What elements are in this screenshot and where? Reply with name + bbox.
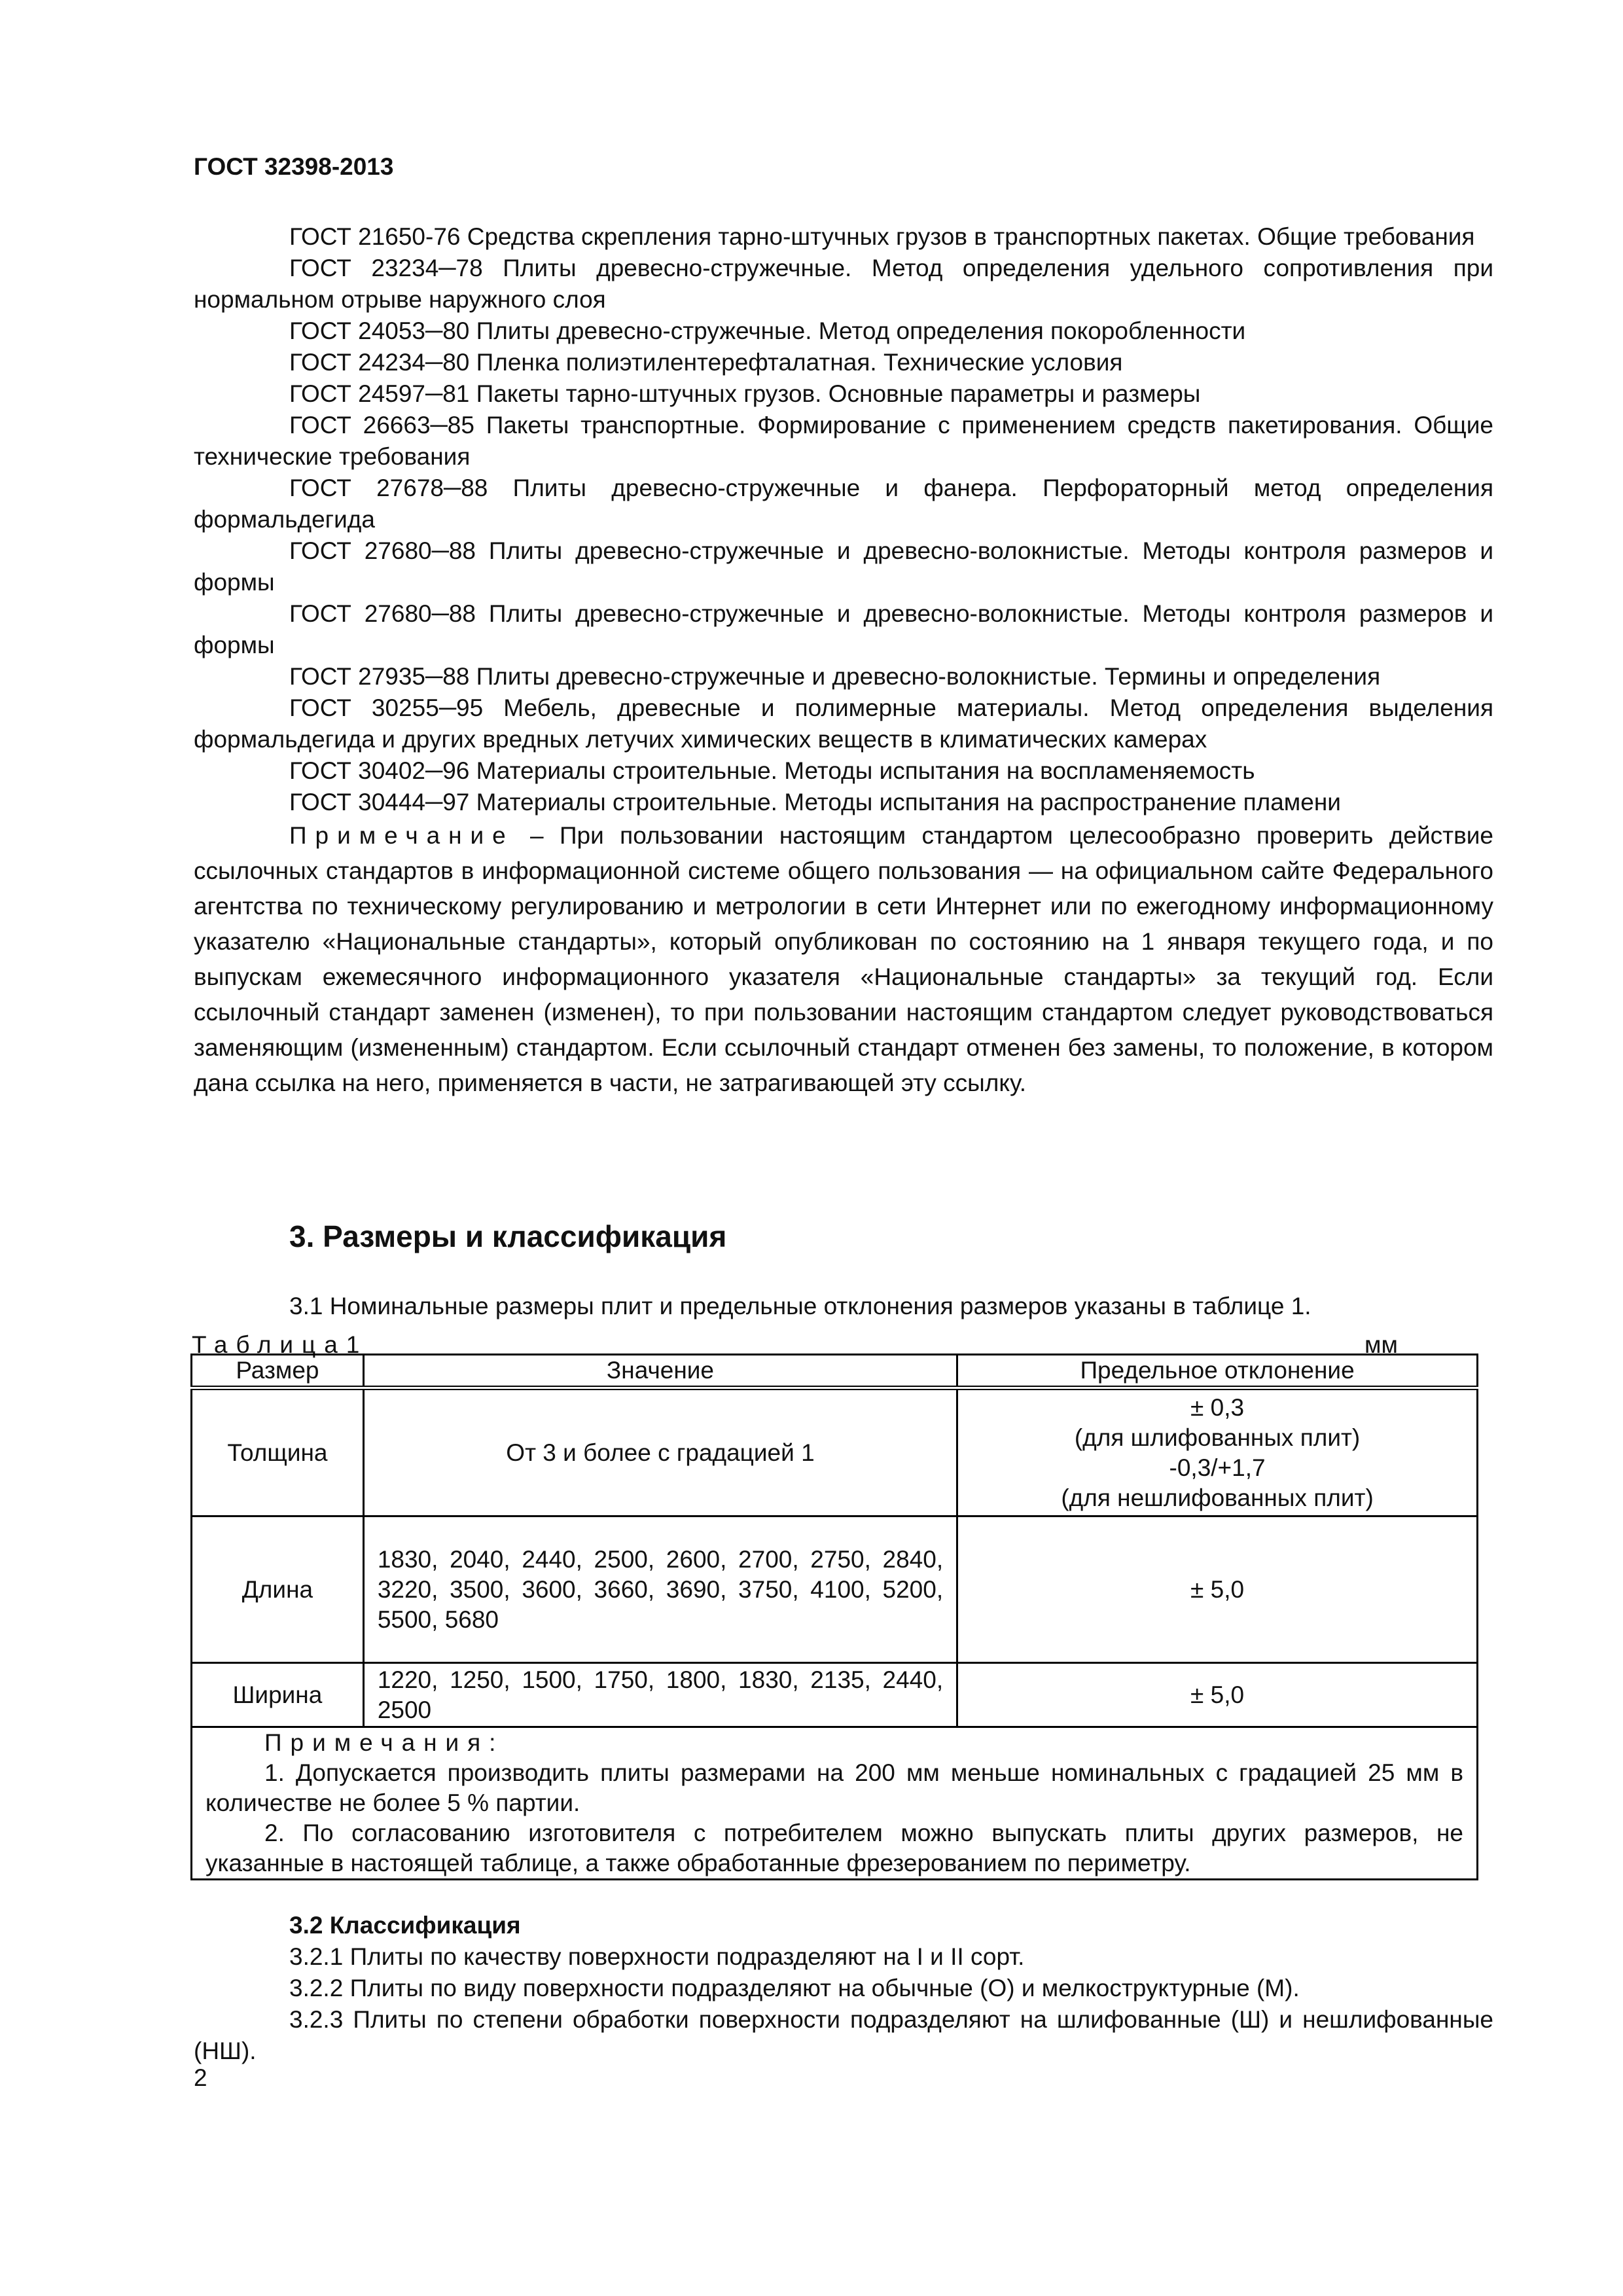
cell-tolerance (957, 1388, 1478, 1516)
reference-item: ГОСТ 24053─80 Плиты древесно-стружечные. Метод определения покоробленности (289, 317, 1246, 344)
classification-section (194, 1910, 1493, 2067)
reference-item: ГОСТ 27935─88 Плиты древесно-стружечные и древесно-волокнистые. Термины и определения (289, 663, 1381, 690)
section-title: 3. Размеры и классификация (289, 1219, 727, 1253)
table-note-item: 2. По согласованию изготовителя с потребителем можно выпускать плиты других размеров, не указанные в настоящей таблице, а также обработанные фрезерованием по периметру. (205, 1820, 1463, 1876)
note-label: Примечание (289, 822, 514, 849)
page-number: 2 (194, 2064, 207, 2091)
reference-item: ГОСТ 21650-76 Средства скрепления тарно-штучных грузов в транспортных пакетах. Общие требования (289, 223, 1475, 250)
classification-item: 3.2.3 Плиты по степени обработки поверхности подразделяют на шлифованные (Ш) и нешлифованные (НШ). (194, 2006, 1493, 2064)
classification-title: 3.2 Классификация (289, 1912, 521, 1939)
reference-note (194, 818, 1493, 1101)
table-notes (192, 1727, 1478, 1880)
reference-item: ГОСТ 27678─88 Плиты древесно-стружечные и фанера. Перфораторный метод определения формальдегида (194, 475, 1493, 533)
tolerance-line: (для нешлифованных плит) (1061, 1484, 1374, 1511)
table-row (192, 1663, 1478, 1727)
section-intro: 3.1 Номинальные размеры плит и предельные отклонения размеров указаны в таблице 1. (289, 1293, 1311, 1319)
cell-value: От 3 и более с градацией 1 (363, 1388, 957, 1516)
header-value: Значение (363, 1355, 957, 1388)
notes-label: Примечания: (264, 1729, 505, 1756)
note-text: – При пользовании настоящим стандартом целесообразно проверить действие ссылочных стандартов в информационной системе общего пользования — на официальном сайте Федерального агентства по техническому регулированию и метрологии в сети Интернет или по ежегодному информационному указателю «Национальные стандарты», который опубликован по состоянию на 1 января текущего года, и по выпускам ежемесячного информационного указателя «Национальные стандарты» за текущий год. Если ссылочный стандарт заменен (изменен), то при пользовании настоящим стандартом следует руководствоваться заменяющим (измененным) стандартом. Если ссылочный стандарт отменен без замены, то положение, в котором дана ссылка на него, применяется в части, не затрагивающей эту ссылку. (194, 822, 1493, 1096)
reference-item: ГОСТ 30402─96 Материалы строительные. Методы испытания на воспламеняемость (289, 757, 1255, 784)
table-note-item: 1. Допускается производить плиты размерами на 200 мм меньше номинальных с градацией 25 мм в количестве не более 5 % партии. (205, 1759, 1463, 1816)
tolerance-line: -0,3/+1,7 (1169, 1454, 1266, 1481)
section-intro-block (194, 1291, 1493, 1322)
reference-item: ГОСТ 30444─97 Материалы строительные. Методы испытания на распространение пламени (289, 789, 1341, 816)
reference-item: ГОСТ 26663─85 Пакеты транспортные. Формирование с применением средств пакетирования. Общие технические требования (194, 412, 1493, 470)
cell-value: 1830, 2040, 2440, 2500, 2600, 2700, 2750, 2840, 3220, 3500, 3600, 3660, 3690, 3750, 4100, 5200, 5500, 5680 (363, 1516, 957, 1663)
reference-item: ГОСТ 27680─88 Плиты древесно-стружечные и древесно-волокнистые. Методы контроля размеров и формы (194, 600, 1493, 658)
cell-value: 1220, 1250, 1500, 1750, 1800, 1830, 2135, 2440, 2500 (363, 1663, 957, 1727)
header-size: Размер (192, 1355, 364, 1388)
tolerance-line: ± 0,3 (1190, 1393, 1245, 1421)
reference-item: ГОСТ 24234─80 Пленка полиэтилентерефталатная. Технические условия (289, 349, 1123, 376)
table-caption: Таблица1 (192, 1331, 368, 1358)
table-unit: мм (1364, 1331, 1398, 1358)
cell-size: Длина (192, 1516, 364, 1663)
cell-size: Ширина (192, 1663, 364, 1727)
table-header-row (192, 1355, 1478, 1388)
classification-item: 3.2.1 Плиты по качеству поверхности подразделяют на I и II сорт. (289, 1943, 1025, 1970)
classification-item: 3.2.2 Плиты по виду поверхности подразделяют на обычные (О) и мелкоструктурные (М). (289, 1975, 1300, 2001)
cell-tolerance: ± 5,0 (957, 1516, 1478, 1663)
reference-item: ГОСТ 24597─81 Пакеты тарно-штучных грузов. Основные параметры и размеры (289, 380, 1201, 407)
reference-item: ГОСТ 23234─78 Плиты древесно-стружечные. Метод определения удельного сопротивления при нормальном отрыве наружного слоя (194, 255, 1493, 313)
table-row (192, 1516, 1478, 1663)
dimensions-table (190, 1354, 1478, 1880)
header-tolerance: Предельное отклонение (957, 1355, 1478, 1388)
reference-item: ГОСТ 27680─88 Плиты древесно-стружечные и древесно-волокнистые. Методы контроля размеров и формы (194, 537, 1493, 596)
standard-header: ГОСТ 32398-2013 (194, 153, 394, 180)
tolerance-line: (для шлифованных плит) (1074, 1424, 1361, 1451)
reference-item: ГОСТ 30255─95 Мебель, древесные и полимерные материалы. Метод определения выделения формальдегида и других вредных летучих химических веществ в климатических камерах (194, 694, 1493, 753)
cell-size: Толщина (192, 1388, 364, 1516)
cell-tolerance: ± 5,0 (957, 1663, 1478, 1727)
table-row (192, 1388, 1478, 1516)
table-notes-row (192, 1727, 1478, 1880)
references-list (194, 221, 1493, 1101)
